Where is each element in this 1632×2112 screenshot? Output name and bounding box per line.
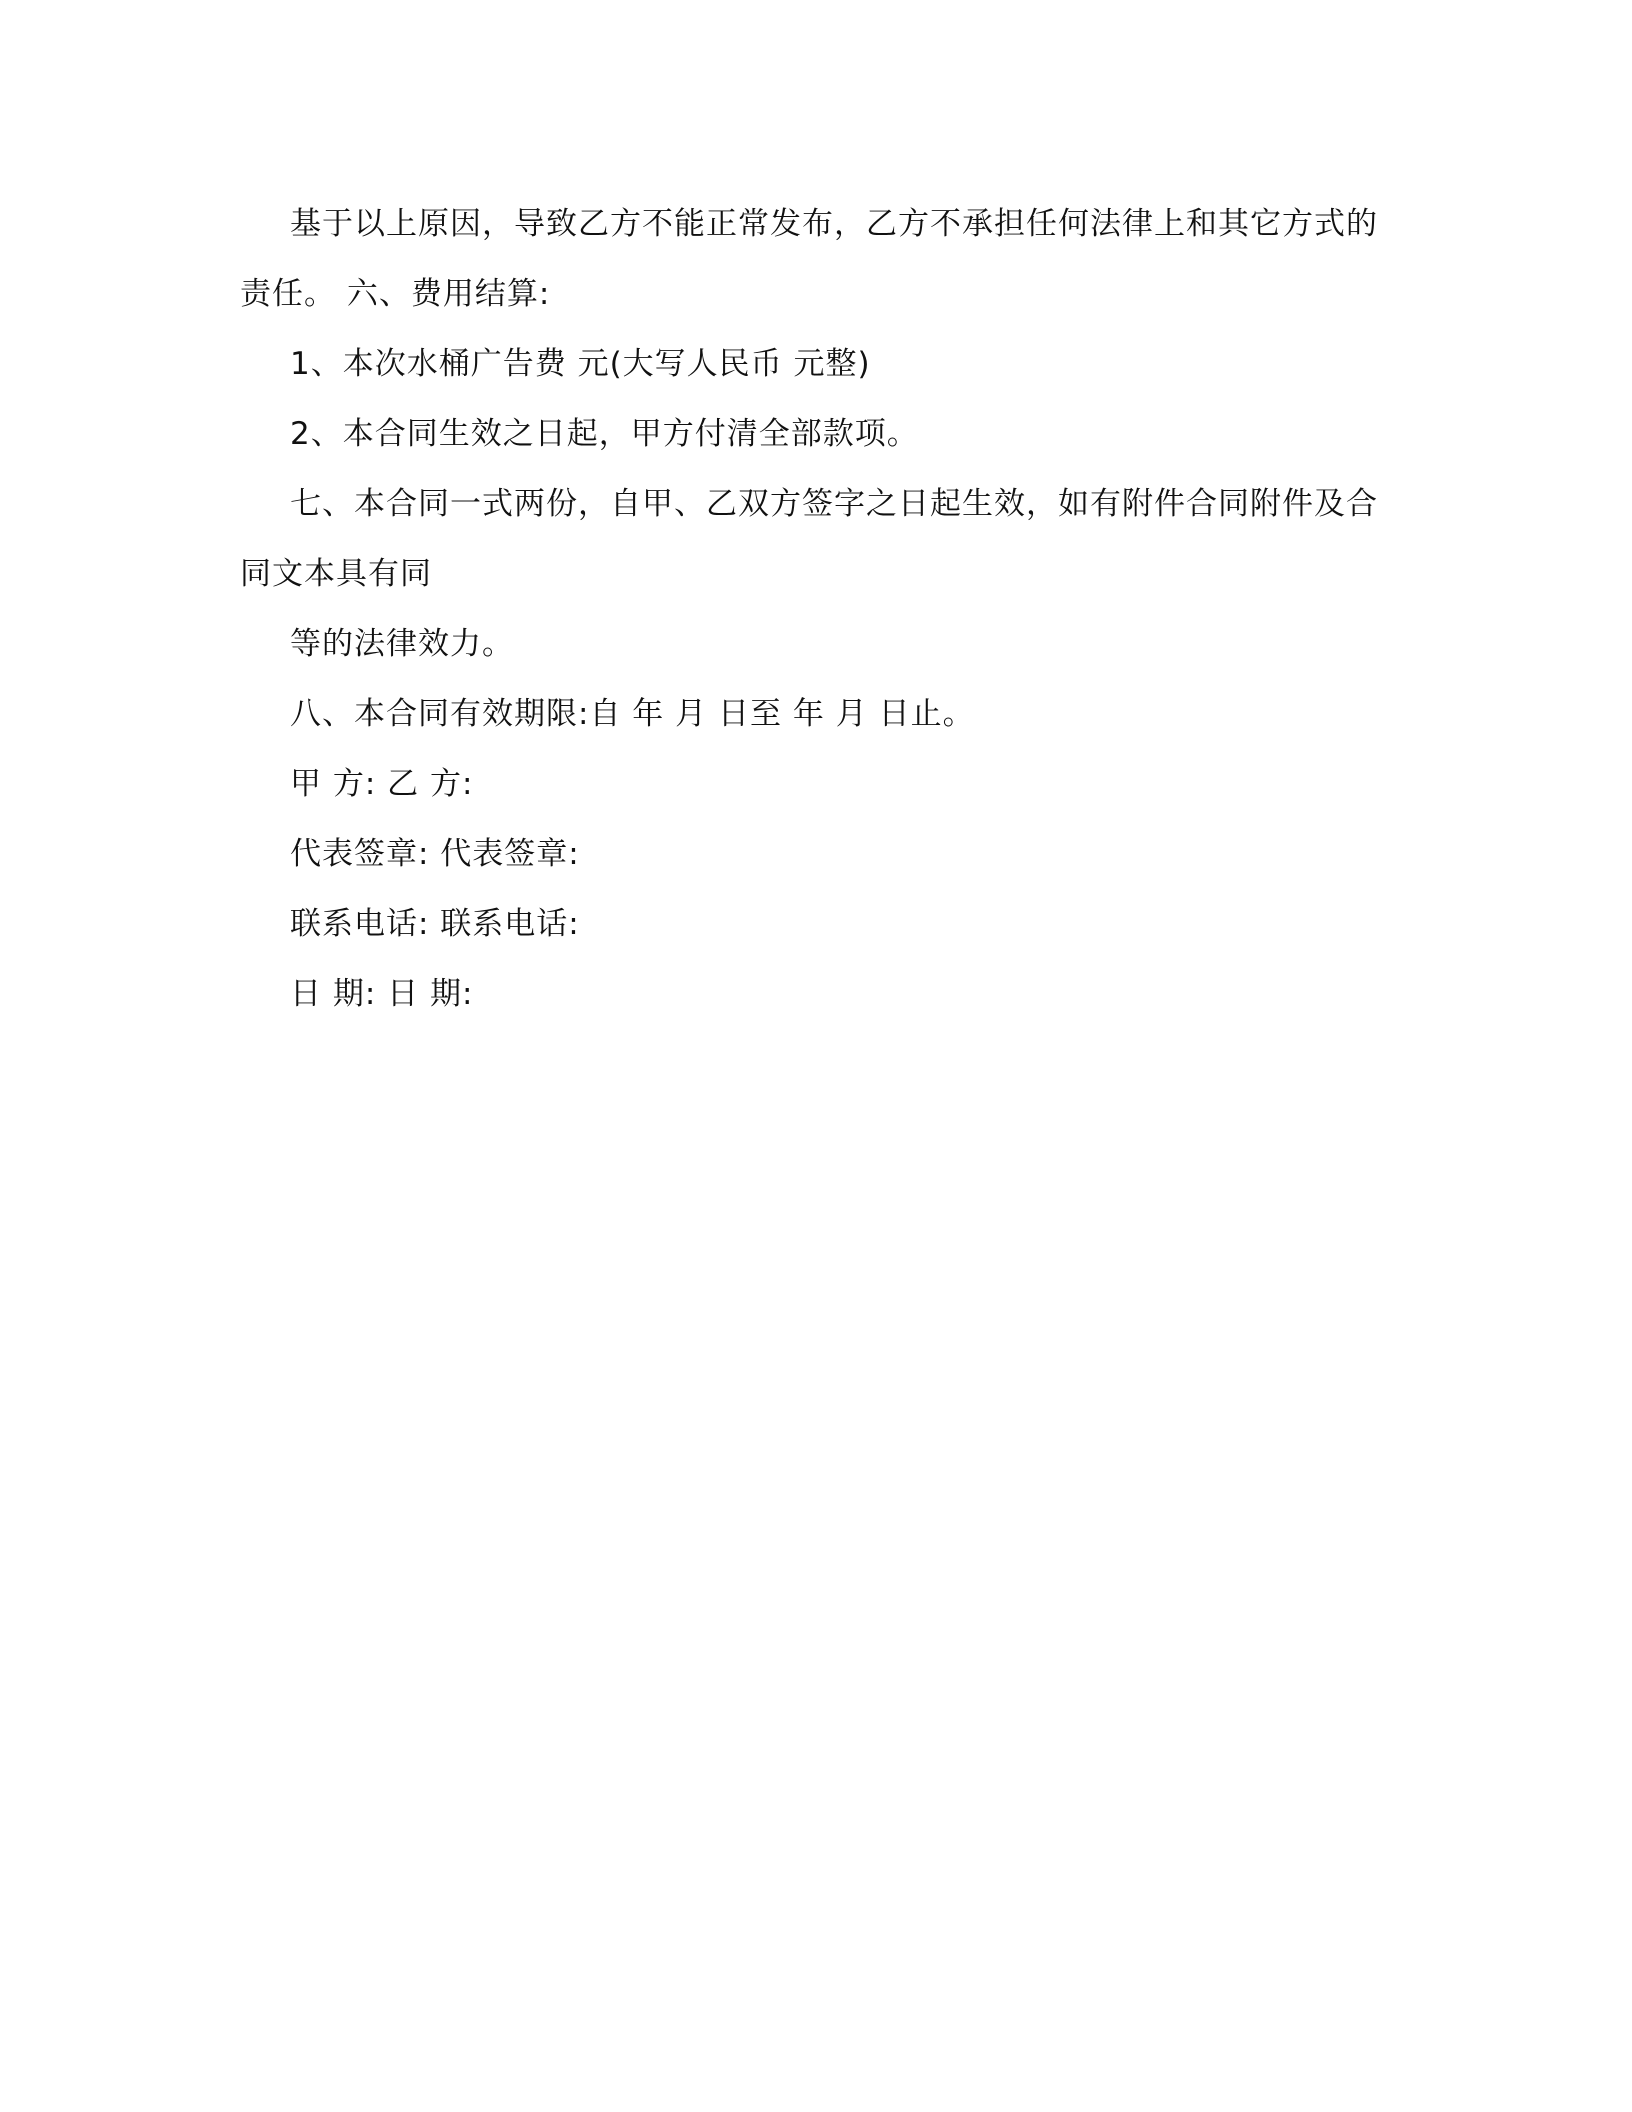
fee-item-1: 1、本次水桶广告费 元(大写人民币 元整) [290, 346, 871, 382]
phone-labels: 联系电话: 联系电话: [290, 906, 580, 942]
clause-seven-line-3: 等的法律效力。 [290, 626, 514, 662]
paragraph-line-2: 责任。 六、费用结算: [240, 276, 551, 312]
party-labels: 甲 方: 乙 方: [290, 766, 474, 802]
date-labels: 日 期: 日 期: [290, 976, 474, 1012]
fee-item-2: 2、本合同生效之日起，甲方付清全部款项。 [290, 416, 919, 452]
signature-labels: 代表签章: 代表签章: [290, 836, 580, 872]
clause-eight: 八、本合同有效期限:自 年 月 日至 年 月 日止。 [290, 696, 975, 732]
clause-seven-line-2: 同文本具有同 [240, 556, 432, 592]
paragraph-line-1: 基于以上原因，导致乙方不能正常发布，乙方不承担任何法律上和其它方式的 [290, 206, 1378, 242]
clause-seven-line-1: 七、本合同一式两份，自甲、乙双方签字之日起生效，如有附件合同附件及合 [290, 486, 1378, 522]
